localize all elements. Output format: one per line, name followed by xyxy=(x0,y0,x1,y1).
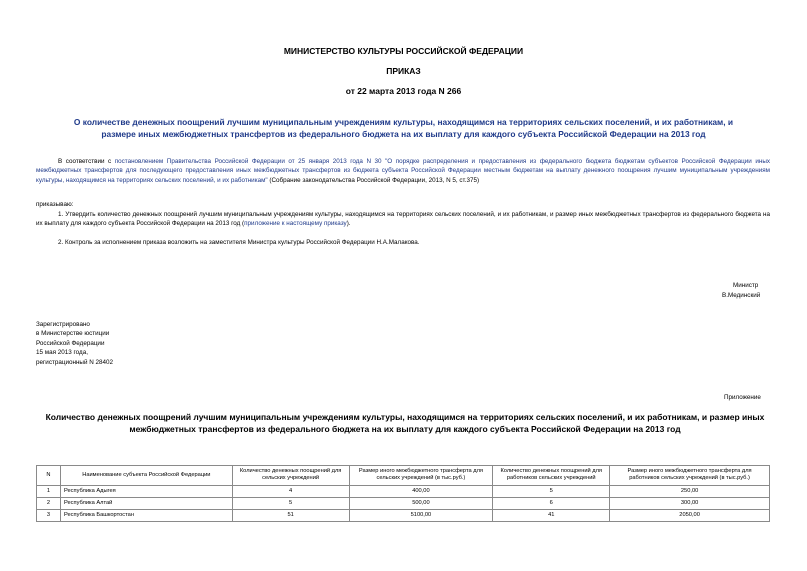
row-workers-count: 6 xyxy=(493,497,610,509)
row-rural-count: 5 xyxy=(232,497,349,509)
row-number: 2 xyxy=(37,497,61,509)
registration-line-3: Российской Федерации xyxy=(36,339,105,347)
row-subject-name: Республика Алтай xyxy=(60,497,232,509)
doc-date: от 22 марта 2013 года N 266 xyxy=(345,86,462,96)
registration-line-2: в Министерстве юстиции xyxy=(36,330,110,338)
row-subject-name: Республика Башкортостан xyxy=(60,510,232,522)
registration-line-1: Зарегистрировано xyxy=(36,321,90,328)
row-rural-count: 4 xyxy=(232,485,349,497)
appendix-table xyxy=(36,465,770,522)
signature-name: В.Мединский xyxy=(722,292,761,299)
header-workers-count: Количество денежных поощрений для работников сельских учреждений xyxy=(493,466,610,486)
ministry-heading: МИНИСТЕРСТВО КУЛЬТУРЫ РОССИЙСКОЙ ФЕДЕРАЦИИ xyxy=(283,46,524,56)
order-item-1-text: 1. Утвердить количество денежных поощрений лучшим муниципальным учреждениям культуры, находящимся на территориях сельских поселений, и их работникам, и размер иных межбюджетных трансфертов из федерального бюджета на их выплату для каждого субъекта Российской Федерации на 2013 год ( xyxy=(36,211,770,228)
order-item-1 xyxy=(36,210,770,229)
signature-position: Министр xyxy=(733,282,759,289)
registration-line-5: регистрационный N 28402 xyxy=(36,358,114,366)
table-row xyxy=(37,510,770,522)
row-rural-amount: 500,00 xyxy=(349,497,493,509)
header-subject-name: Наименование субъекта Российской Федерации xyxy=(60,466,232,486)
header-number: N xyxy=(37,466,61,486)
doc-title xyxy=(0,116,807,140)
preamble-tail: (Собрание законодательства Российской Федерации, 2013, N 5, ст.375) xyxy=(267,176,480,184)
header-workers-amount: Размер иного межбюджетного трансферта для работников сельских учреждений (в тыс.руб.) xyxy=(610,466,770,486)
government-decree-link[interactable]: постановлением Правительства Российской Федерации от 25 января 2013 года N 30 "О порядке распределения и предоставления из федерального бюджета бюджетам субъектов Российской Федерации иных межбюджетных трансфертов для последующего предоставления иных межбюджетных трансфертов из бюджета субъекта Российской Федерации местным бюджетам на выплату денежного поощрения лучшим муниципальным учреждениям культуры, находящимся на территориях сельских поселений, и их работникам" xyxy=(36,158,770,184)
table-row xyxy=(37,497,770,509)
header-rural-institutions-count: Количество денежных поощрений для сельских учреждений xyxy=(232,466,349,486)
appendix-label: Приложение xyxy=(724,394,761,401)
preamble-paragraph xyxy=(36,157,770,185)
table-header-row xyxy=(37,466,770,486)
header-rural-institutions-amount: Размер иного межбюджетного трансферта для сельских учреждений (в тыс.руб.) xyxy=(349,466,493,486)
order-item-1-tail: ). xyxy=(346,220,351,228)
table-row xyxy=(37,485,770,497)
row-workers-count: 41 xyxy=(493,510,610,522)
row-workers-amount: 2050,00 xyxy=(610,510,770,522)
row-workers-amount: 250,00 xyxy=(610,485,770,497)
row-rural-amount: 5100,00 xyxy=(349,510,493,522)
registration-line-4: 15 мая 2013 года, xyxy=(36,349,88,357)
appendix-link[interactable]: приложение к настоящему приказу xyxy=(244,220,347,228)
registration-block xyxy=(36,320,113,367)
preamble-lead: В соответствии с xyxy=(58,158,115,165)
row-rural-count: 51 xyxy=(232,510,349,522)
doc-title-line-2: размере иных межбюджетных трансфертов из федерального бюджета на их выплату для каждого субъекта Российской Федерации на 2013 год xyxy=(101,129,706,139)
order-word: приказываю: xyxy=(36,201,74,208)
row-subject-name: Республика Адыгея xyxy=(60,485,232,497)
order-item-2: 2. Контроль за исполнением приказа возложить на заместителя Министра культуры Российской Федерации Н.А.Малакова. xyxy=(58,239,420,246)
doc-title-line-1: О количестве денежных поощрений лучшим муниципальным учреждениям культуры, находящимся на территориях сельских поселений, и их работникам, и xyxy=(73,117,734,127)
row-rural-amount: 400,00 xyxy=(349,485,493,497)
row-workers-count: 5 xyxy=(493,485,610,497)
row-number: 3 xyxy=(37,510,61,522)
row-workers-amount: 300,00 xyxy=(610,497,770,509)
row-number: 1 xyxy=(37,485,61,497)
doc-type-heading: ПРИКАЗ xyxy=(386,66,421,76)
appendix-title: Количество денежных поощрений лучшим муниципальным учреждениям культуры, находящимся на территориях сельских поселений, и их работникам, и размер иных межбюджетных трансфертов из федерального бюджета на их выплату для каждого субъекта Российской Федерации на 2013 год xyxy=(45,412,765,434)
